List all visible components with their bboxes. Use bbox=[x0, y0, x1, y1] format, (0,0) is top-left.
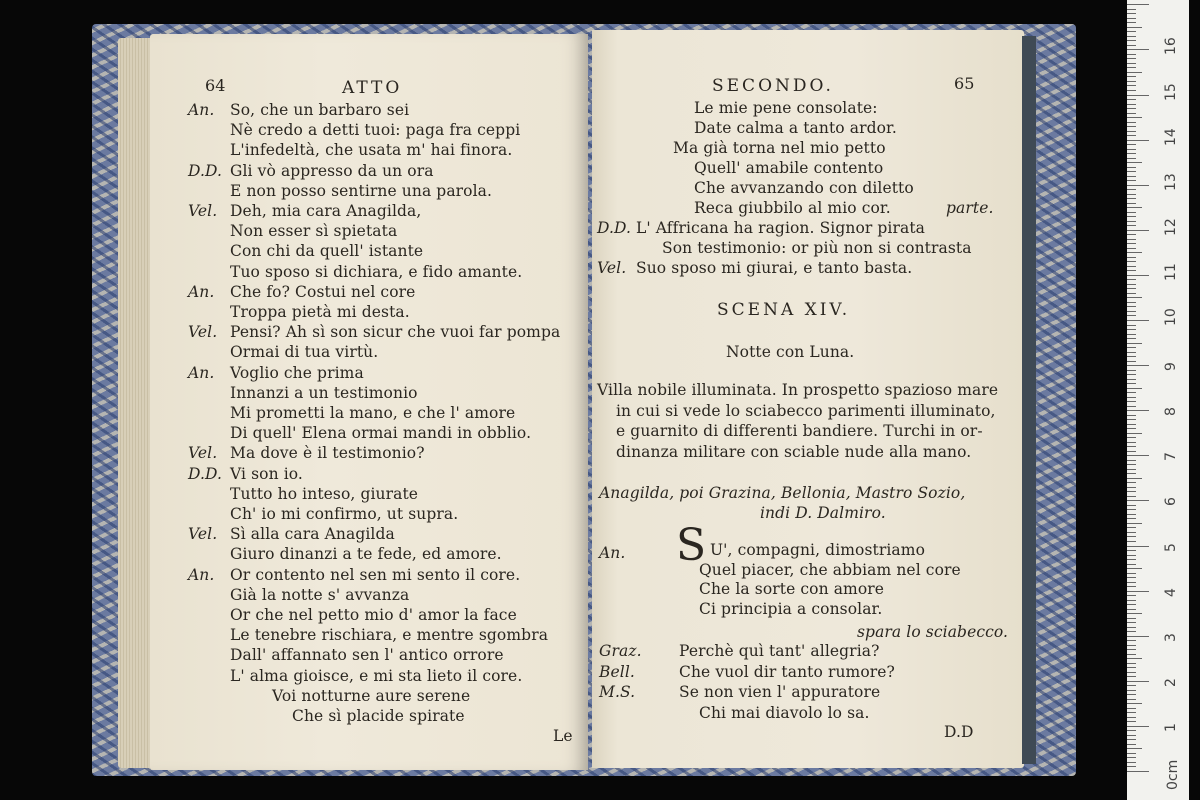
ruler-tick bbox=[1127, 67, 1136, 68]
ruler-tick bbox=[1127, 334, 1136, 335]
ruler-tick bbox=[1127, 243, 1136, 244]
verse-line: Ch' io mi confirmo, ut supra. bbox=[230, 505, 459, 523]
ruler-tick bbox=[1127, 595, 1136, 596]
verse-line: Che sì placide spirate bbox=[292, 707, 465, 725]
stage-direction-spara: spara lo sciabecco. bbox=[857, 623, 1009, 641]
ruler-tick bbox=[1127, 36, 1136, 37]
ruler-tick bbox=[1127, 144, 1136, 145]
verse-line: L' alma gioisce, e mi sta lieto il core. bbox=[230, 666, 523, 685]
ruler-number: 14 bbox=[1163, 127, 1179, 146]
ruler-number: 4 bbox=[1163, 587, 1179, 597]
ruler-tick bbox=[1127, 54, 1136, 55]
ruler-tick bbox=[1127, 640, 1136, 641]
speaker-label: An. bbox=[188, 363, 215, 382]
verse-line: Che vuol dir tanto rumore? bbox=[679, 662, 895, 681]
verse-line: Dall' affannato sen l' antico orrore bbox=[230, 646, 504, 665]
ruler-tick bbox=[1127, 532, 1136, 533]
ruler-tick bbox=[1127, 694, 1136, 695]
drop-cap: S bbox=[676, 520, 707, 571]
ruler-tick bbox=[1127, 568, 1142, 569]
verse-line: Quell' amabile contento bbox=[694, 159, 884, 177]
ruler-tick bbox=[1127, 31, 1136, 32]
ruler-tick bbox=[1127, 288, 1136, 289]
ruler-tick bbox=[1127, 451, 1136, 452]
ruler-tick bbox=[1127, 203, 1136, 204]
ruler-tick bbox=[1127, 613, 1142, 614]
ruler-tick bbox=[1127, 45, 1136, 46]
speaker-label: D.D. bbox=[188, 161, 223, 180]
ruler-tick bbox=[1127, 104, 1136, 105]
ruler-tick bbox=[1127, 13, 1136, 14]
ruler-tick bbox=[1127, 63, 1136, 64]
aria-line: Che la sorte con amore bbox=[699, 580, 885, 598]
ruler-tick bbox=[1127, 81, 1136, 82]
verse-line: So, che un barbaro sei bbox=[230, 101, 410, 119]
verse-line: Deh, mia cara Anagilda, bbox=[230, 202, 422, 220]
speaker-label: An. bbox=[188, 282, 215, 301]
verse-line: Mi prometti la mano, e che l' amore bbox=[230, 404, 516, 422]
ruler-tick bbox=[1127, 442, 1136, 443]
ruler-tick bbox=[1127, 113, 1136, 114]
ruler-tick bbox=[1127, 397, 1136, 398]
verse-line: Ma già torna nel mio petto bbox=[673, 139, 886, 157]
ruler-tick bbox=[1127, 766, 1136, 767]
ruler-tick bbox=[1127, 636, 1149, 637]
ruler-tick bbox=[1127, 248, 1136, 249]
ruler-tick bbox=[1127, 744, 1136, 745]
ruler-tick bbox=[1127, 99, 1136, 100]
ruler-tick bbox=[1127, 649, 1136, 650]
ruler-tick bbox=[1127, 171, 1136, 172]
ruler-tick bbox=[1127, 293, 1136, 294]
speaker-label: Graz. bbox=[599, 642, 642, 660]
ruler-tick bbox=[1127, 523, 1142, 524]
ruler-number: 5 bbox=[1163, 542, 1179, 552]
ruler-tick bbox=[1127, 108, 1136, 109]
ruler-tick bbox=[1127, 40, 1136, 41]
verse-line: Voglio che prima bbox=[230, 363, 364, 382]
ruler-number: 13 bbox=[1163, 172, 1179, 191]
ruler-tick bbox=[1127, 162, 1142, 163]
ruler-number: 12 bbox=[1163, 217, 1179, 236]
speaker-label: M.S. bbox=[599, 683, 636, 701]
left-page-header: ATTO bbox=[342, 78, 403, 98]
verse-line: E non posso sentirne una parola. bbox=[230, 181, 493, 200]
speaker-label: Vel. bbox=[188, 202, 218, 220]
verse-line: Che fo? Costui nel core bbox=[230, 282, 416, 301]
ruler-tick bbox=[1127, 257, 1136, 258]
ruler-tick bbox=[1127, 437, 1136, 438]
ruler-tick bbox=[1127, 455, 1149, 456]
ruler-tick bbox=[1127, 180, 1136, 181]
ruler-tick bbox=[1127, 419, 1136, 420]
ruler-tick bbox=[1127, 631, 1136, 632]
ruler-tick bbox=[1127, 410, 1149, 411]
description-line: in cui si vede lo sciabecco parimenti illuminato, bbox=[616, 401, 996, 420]
ruler-tick bbox=[1127, 536, 1136, 537]
right-page-header: SECONDO. bbox=[712, 76, 834, 96]
ruler-tick bbox=[1127, 676, 1136, 677]
ruler-tick bbox=[1127, 261, 1136, 262]
aria-line: U', compagni, dimostriamo bbox=[710, 541, 925, 559]
speaker-label: An. bbox=[188, 101, 215, 119]
ruler-tick bbox=[1127, 275, 1149, 276]
ruler-tick bbox=[1127, 491, 1136, 492]
ruler-tick bbox=[1127, 735, 1136, 736]
ruler-tick bbox=[1127, 527, 1136, 528]
verse-line: Reca giubbilo al mio cor. bbox=[694, 199, 891, 217]
left-catchword: Le bbox=[553, 727, 573, 745]
ruler-number: 11 bbox=[1163, 263, 1179, 281]
ruler-tick bbox=[1127, 140, 1149, 141]
verse-line: Vi son io. bbox=[230, 464, 303, 483]
ruler-number: 15 bbox=[1163, 82, 1179, 101]
ruler-tick bbox=[1127, 658, 1142, 659]
ruler-tick bbox=[1127, 645, 1136, 646]
ruler-tick bbox=[1127, 514, 1136, 515]
ruler-tick bbox=[1127, 609, 1136, 610]
ruler-tick bbox=[1127, 500, 1149, 501]
verse-line: Perchè quì tant' allegria? bbox=[679, 642, 880, 660]
right-catchword: D.D bbox=[944, 723, 974, 741]
ruler-tick bbox=[1127, 721, 1136, 722]
ruler-tick bbox=[1127, 482, 1136, 483]
ruler-tick bbox=[1127, 487, 1136, 488]
ruler-tick bbox=[1127, 266, 1136, 267]
ruler-tick bbox=[1127, 559, 1136, 560]
ruler-tick bbox=[1127, 135, 1136, 136]
ruler-tick bbox=[1127, 356, 1136, 357]
verse-line: Che avvanzando con diletto bbox=[694, 179, 914, 197]
verse-line: Le mie pene consolate: bbox=[694, 99, 878, 117]
description-line: Villa nobile illuminata. In prospetto spazioso mare bbox=[597, 381, 999, 399]
aria-line: Ci principia a consolar. bbox=[699, 599, 883, 618]
ruler-tick bbox=[1127, 717, 1136, 718]
description-line: e guarnito di differenti bandiere. Turchi in or- bbox=[616, 422, 983, 440]
ruler-tick bbox=[1127, 284, 1136, 285]
ruler-tick bbox=[1127, 541, 1136, 542]
ruler-tick bbox=[1127, 546, 1149, 547]
speaker-label: Vel. bbox=[597, 259, 627, 277]
ruler-tick bbox=[1127, 388, 1142, 389]
ruler-tick bbox=[1127, 573, 1136, 574]
ruler-tick bbox=[1127, 149, 1136, 150]
ruler-tick bbox=[1127, 753, 1136, 754]
scale-ruler bbox=[1127, 0, 1189, 800]
scene-title: SCENA XIV. bbox=[717, 300, 851, 320]
ruler-tick bbox=[1127, 577, 1136, 578]
stage-direction-parte: parte. bbox=[946, 199, 994, 217]
ruler-tick bbox=[1127, 505, 1136, 506]
ruler-tick bbox=[1127, 460, 1136, 461]
ruler-tick bbox=[1127, 225, 1136, 226]
ruler-tick bbox=[1127, 338, 1136, 339]
verse-line: Gli vò appresso da un ora bbox=[230, 161, 434, 180]
speaker-label: Vel. bbox=[188, 525, 218, 544]
character-line: Anagilda, poi Grazina, Bellonia, Mastro Sozio, bbox=[599, 484, 966, 502]
ruler-tick bbox=[1127, 473, 1136, 474]
ruler-tick bbox=[1127, 198, 1136, 199]
ruler-tick bbox=[1127, 279, 1136, 280]
verse-line: Con chi da quell' istante bbox=[230, 242, 424, 261]
ruler-number: 7 bbox=[1163, 452, 1179, 462]
ruler-tick bbox=[1127, 90, 1136, 91]
ruler-number: 6 bbox=[1163, 497, 1179, 507]
ruler-tick bbox=[1127, 762, 1136, 763]
verse-line: Già la notte s' avvanza bbox=[230, 585, 410, 604]
ruler-tick bbox=[1127, 406, 1136, 407]
ruler-tick bbox=[1127, 22, 1136, 23]
ruler-tick bbox=[1127, 347, 1136, 348]
ruler-tick bbox=[1127, 85, 1136, 86]
speaker-label: Vel. bbox=[188, 444, 218, 463]
ruler-tick bbox=[1127, 672, 1136, 673]
speaker-label: D.D. bbox=[597, 219, 632, 237]
ruler-tick bbox=[1127, 18, 1136, 19]
speaker-label: An. bbox=[188, 565, 215, 584]
ruler-tick bbox=[1127, 230, 1149, 231]
ruler-tick bbox=[1127, 297, 1142, 298]
ruler-tick bbox=[1127, 663, 1136, 664]
ruler-tick bbox=[1127, 424, 1136, 425]
ruler-tick bbox=[1127, 401, 1136, 402]
ruler-tick bbox=[1127, 685, 1136, 686]
speaker-label: D.D. bbox=[188, 464, 223, 483]
ruler-tick bbox=[1127, 302, 1136, 303]
ruler-tick bbox=[1127, 392, 1136, 393]
verse-line: Le tenebre rischiara, e mentre sgombra bbox=[230, 626, 549, 645]
ruler-tick bbox=[1127, 564, 1136, 565]
ruler-tick bbox=[1127, 618, 1136, 619]
ruler-tick bbox=[1127, 690, 1136, 691]
ruler-tick bbox=[1127, 315, 1136, 316]
ruler-tick bbox=[1127, 325, 1136, 326]
verse-line: Innanzi a un testimonio bbox=[230, 383, 418, 402]
ruler-tick bbox=[1127, 748, 1142, 749]
speaker-label: Vel. bbox=[188, 323, 218, 342]
ruler-tick bbox=[1127, 446, 1136, 447]
ruler-tick bbox=[1127, 117, 1142, 118]
ruler-tick bbox=[1127, 433, 1142, 434]
verse-line: Tuo sposo si dichiara, e fido amante. bbox=[230, 262, 523, 281]
ruler-tick bbox=[1127, 58, 1136, 59]
ruler-unit-label: 0cm bbox=[1165, 759, 1181, 790]
verse-line: Nè credo a detti tuoi: paga fra ceppi bbox=[230, 121, 521, 140]
ruler-tick bbox=[1127, 194, 1136, 195]
verse-line: Non esser sì spietata bbox=[230, 222, 398, 241]
verse-line: Tutto ho inteso, giurate bbox=[230, 484, 419, 503]
character-line: indi D. Dalmiro. bbox=[760, 504, 886, 522]
ruler-tick bbox=[1127, 654, 1136, 655]
ruler-tick bbox=[1127, 703, 1142, 704]
ruler-tick bbox=[1127, 343, 1142, 344]
ruler-tick bbox=[1127, 667, 1136, 668]
verse-line: Se non vien l' appuratore bbox=[679, 683, 881, 701]
ruler-tick bbox=[1127, 600, 1136, 601]
ruler-tick bbox=[1127, 509, 1136, 510]
ruler-tick bbox=[1127, 185, 1149, 186]
ruler-tick bbox=[1127, 27, 1142, 28]
verse-line: Son testimonio: or più non si contrasta bbox=[662, 239, 972, 257]
ruler-number: 2 bbox=[1163, 677, 1179, 687]
ruler-number: 8 bbox=[1163, 407, 1179, 417]
speaker-label: Bell. bbox=[599, 662, 635, 681]
ruler-tick bbox=[1127, 586, 1136, 587]
aria-speaker: An. bbox=[599, 544, 626, 562]
ruler-tick bbox=[1127, 207, 1142, 208]
ruler-tick bbox=[1127, 306, 1136, 307]
ruler-tick bbox=[1127, 72, 1142, 73]
ruler-tick bbox=[1127, 131, 1136, 132]
ruler-tick bbox=[1127, 239, 1136, 240]
verse-line: Chi mai diavolo lo sa. bbox=[699, 703, 870, 722]
right-cover-edge bbox=[1022, 36, 1036, 764]
ruler-tick bbox=[1127, 496, 1136, 497]
ruler-tick bbox=[1127, 415, 1136, 416]
ruler-tick bbox=[1127, 627, 1136, 628]
ruler-tick bbox=[1127, 4, 1149, 5]
ruler-tick bbox=[1127, 428, 1136, 429]
ruler-number: 1 bbox=[1163, 722, 1179, 732]
verse-line: L'infedeltà, che usata m' hai finora. bbox=[230, 141, 513, 160]
ruler-tick bbox=[1127, 739, 1136, 740]
ruler-tick bbox=[1127, 361, 1136, 362]
ruler-tick bbox=[1127, 76, 1136, 77]
verse-line: Di quell' Elena ormai mandi in obblio. bbox=[230, 424, 532, 443]
ruler-tick bbox=[1127, 153, 1136, 154]
verse-line: Ma dove è il testimonio? bbox=[230, 444, 425, 463]
ruler-tick bbox=[1127, 374, 1136, 375]
ruler-number: 9 bbox=[1163, 362, 1179, 372]
ruler-tick bbox=[1127, 95, 1149, 96]
verse-line: L' Affricana ha ragion. Signor pirata bbox=[636, 219, 926, 237]
ruler-tick bbox=[1127, 555, 1136, 556]
ruler-tick bbox=[1127, 234, 1136, 235]
ruler-tick bbox=[1127, 9, 1136, 10]
verse-line: Troppa pietà mi desta. bbox=[230, 303, 410, 321]
ruler-tick bbox=[1127, 550, 1136, 551]
ruler-tick bbox=[1127, 221, 1136, 222]
ruler-tick bbox=[1127, 383, 1136, 384]
ruler-tick bbox=[1127, 712, 1136, 713]
ruler-tick bbox=[1127, 49, 1149, 50]
ruler-tick bbox=[1127, 352, 1136, 353]
ruler-tick bbox=[1127, 167, 1136, 168]
ruler-tick bbox=[1127, 771, 1149, 772]
verse-line: Or che nel petto mio d' amor la face bbox=[230, 606, 517, 624]
ruler-tick bbox=[1127, 365, 1149, 366]
ruler-tick bbox=[1127, 708, 1136, 709]
ruler-tick bbox=[1127, 699, 1136, 700]
ruler-tick bbox=[1127, 726, 1149, 727]
ruler-tick bbox=[1127, 370, 1136, 371]
verse-line: Suo sposo mi giurai, e tanto basta. bbox=[636, 259, 913, 277]
ruler-tick bbox=[1127, 469, 1136, 470]
ruler-tick bbox=[1127, 252, 1142, 253]
ruler-tick bbox=[1127, 158, 1136, 159]
description-line: dinanza militare con sciable nude alla mano. bbox=[616, 442, 972, 461]
ruler-tick bbox=[1127, 582, 1136, 583]
left-page-number: 64 bbox=[205, 76, 226, 95]
ruler-tick bbox=[1127, 604, 1136, 605]
ruler-tick bbox=[1127, 622, 1136, 623]
ruler-tick bbox=[1127, 730, 1136, 731]
ruler-tick bbox=[1127, 122, 1136, 123]
verse-line: Date calma a tanto ardor. bbox=[694, 119, 897, 137]
ruler-tick bbox=[1127, 681, 1149, 682]
ruler-tick bbox=[1127, 212, 1136, 213]
ruler-tick bbox=[1127, 311, 1136, 312]
ruler-tick bbox=[1127, 176, 1136, 177]
ruler-number: 10 bbox=[1163, 308, 1179, 326]
ruler-tick bbox=[1127, 379, 1136, 380]
ruler-tick bbox=[1127, 464, 1136, 465]
page-edges bbox=[118, 38, 152, 768]
verse-line: Or contento nel sen mi sento il core. bbox=[230, 565, 521, 584]
ruler-number: 16 bbox=[1163, 37, 1179, 56]
ruler-tick bbox=[1127, 757, 1136, 758]
verse-line: Pensi? Ah sì son sicur che vuoi far pompa bbox=[230, 323, 561, 342]
ruler-tick bbox=[1127, 329, 1136, 330]
verse-line: Ormai di tua virtù. bbox=[230, 343, 379, 362]
ruler-tick bbox=[1127, 320, 1149, 321]
verse-line: Voi notturne aure serene bbox=[272, 686, 471, 705]
verse-line: Sì alla cara Anagilda bbox=[230, 525, 395, 544]
verse-line: Giuro dinanzi a te fede, ed amore. bbox=[230, 545, 502, 564]
scene-subtitle: Notte con Luna. bbox=[726, 343, 855, 361]
ruler-number: 3 bbox=[1163, 632, 1179, 642]
right-page-number: 65 bbox=[954, 74, 975, 93]
ruler-tick bbox=[1127, 478, 1142, 479]
ruler-tick bbox=[1127, 270, 1136, 271]
aria-line: Quel piacer, che abbiam nel core bbox=[699, 560, 961, 579]
ruler-tick bbox=[1127, 126, 1136, 127]
ruler-tick bbox=[1127, 591, 1149, 592]
ruler-tick bbox=[1127, 189, 1136, 190]
ruler-tick bbox=[1127, 216, 1136, 217]
ruler-tick bbox=[1127, 518, 1136, 519]
